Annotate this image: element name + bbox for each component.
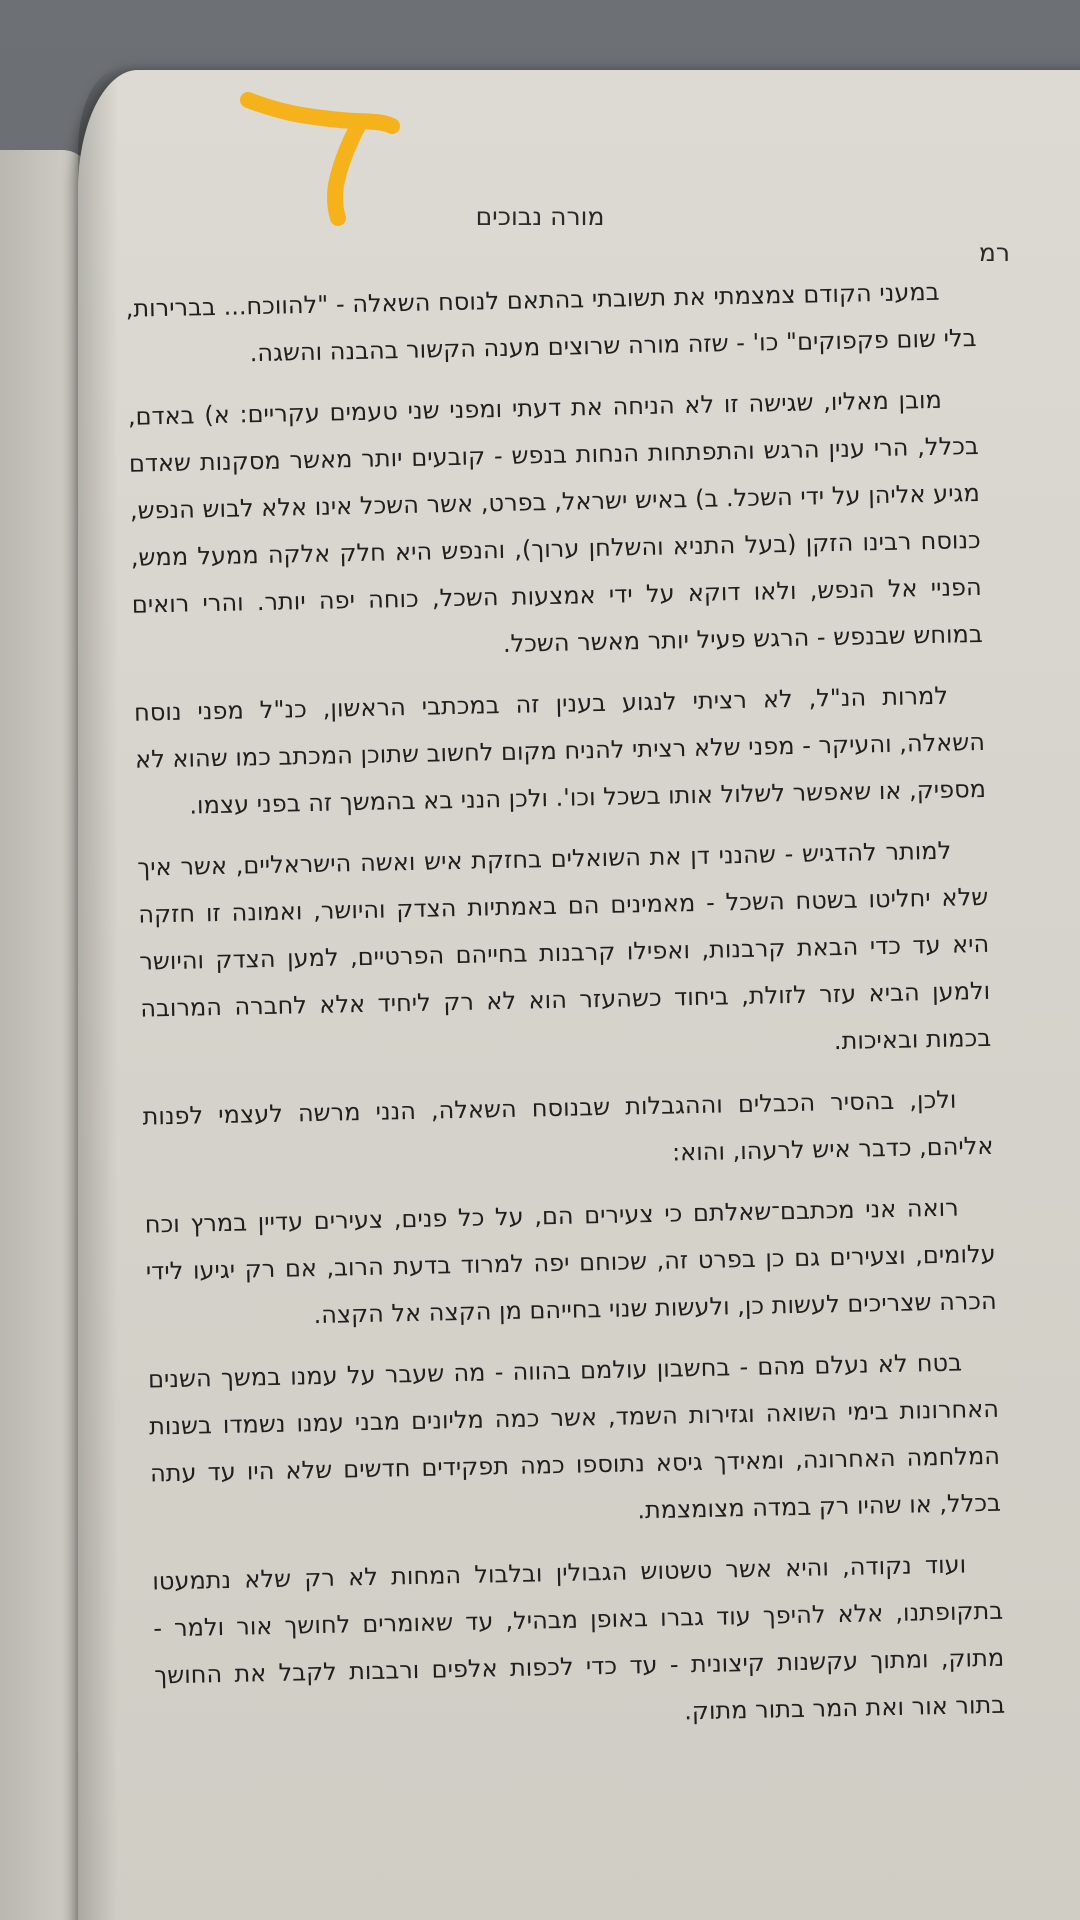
paragraph-6: רואה אני מכתבם־שאלתם כי צעירים הם, על כל פנים, צעירים עדיין במרץ וכח עלומים, וצעירים גם כן בפרט זה, שכוחם יפה למרוד בדעת הרוב, אם רק יגיעו לידי הכרה שצריכים לעשות כן, ולעשות שנוי בחייהם מן הקצה אל הקצה. [144,1193,997,1330]
paragraph-1: במעני הקודם צמצמתי את תשובתי בהתאם לנוסח השאלה - "להווכח... בברירות, בלי שום פקפוקים" כו' - שזה מורה שרוצים מענה הקשור בהבנה והשגה. [125,277,977,368]
body-text [125,268,1006,1760]
paragraph-8: ועוד נקודה, והיא אשר טשטוש הגבולין ובלבול המחות לא רק שלא נתמעטו בתקופתנו, אלא להיפך עוד גברו באופן מבהיל, עד שאומרים לחושך אור ולמר - מתוק, ומתוך עקשנות קיצונית - עד כדי לכפות אלפים ורבבות לקבל את החושך בתור אור ואת המר בתור מתוק. [152,1550,1006,1726]
paragraph-7: בטח לא נעלם מהם - בחשבון עולמם בהווה - מה שעבר על עמנו במשך השנים האחרונות בימי השואה וגזירות השמד, אשר כמה מליונים מבני עמנו נשמדו בשנות המלחמה האחרונה, ומאידך גיסא נתוספו כמה תפקידים חדשים שלא היו עד עתה בכלל, או שהיו רק במדה מצומצמת. [147,1348,1002,1525]
paragraph-3: למרות הנ"ל, לא רציתי לנגוע בענין זה במכתבי הראשון, כנ"ל מפני נוסח השאלה, והעיקר - מפני שלא רציתי להניח מקום לחשוב שתוכן המכתב כמו שהוא לא מספיק, או שאפשר לשלול אותו בשכל וכו'. ולכן הנני בא בהמשך זה בפני עצמו. [133,681,987,820]
corner-label: רמ [978,238,1010,267]
paragraph-5: ולכן, בהסיר הכבלים וההגבלות שבנוסח השאלה, הנני מרשה לעצמי לפנות אליהם, כדבר איש לרעהו, והוא: [142,1085,994,1167]
running-head: מורה נבוכים [475,202,605,231]
paragraph-4: למותר להדגיש - שהנני דן את השואלים בחזקת איש ואשה הישראליים, אשר איך שלא יחליטו בשטח השכל - מאמינים הם באמתיות הצדק והיושר, ואמונה זו חזקה היא עד כדי הבאת קרבנות, ואפילו קרבנות בחייהם הפרטיים, למען הצדק והיושר ולמען הביא עזר לזולת, ביחוד כשהעזר הוא לא רק ליחיד אלא לחברה המרובה בכמות ובאיכות. [137,836,992,1056]
paragraph-2: מובן מאליו, שגישה זו לא הניחה את דעתי ומפני שני טעמים עקריים: א) באדם, בכלל, הרי ענין הרגש והתפתחות הנחות בנפש - קובעים יותר מאשר מסקנות שאדם מגיע אליהן על ידי השכל. ב) באיש ישראל, בפרט, אשר השכל אינו אלא לבוש הנפש, כנוסח רבינו הזקן (בעל התניא והשלחן ערוך), והנפש היא חלק אלקה ממעל ממש, הפניי אל הנפש, ולאו דוקא על ידי אמצעות השכל, כוחה יפה יותר. והרי רואים במוחש שבנפש - הרגש פעיל יותר מאשר השכל. [127,385,983,658]
